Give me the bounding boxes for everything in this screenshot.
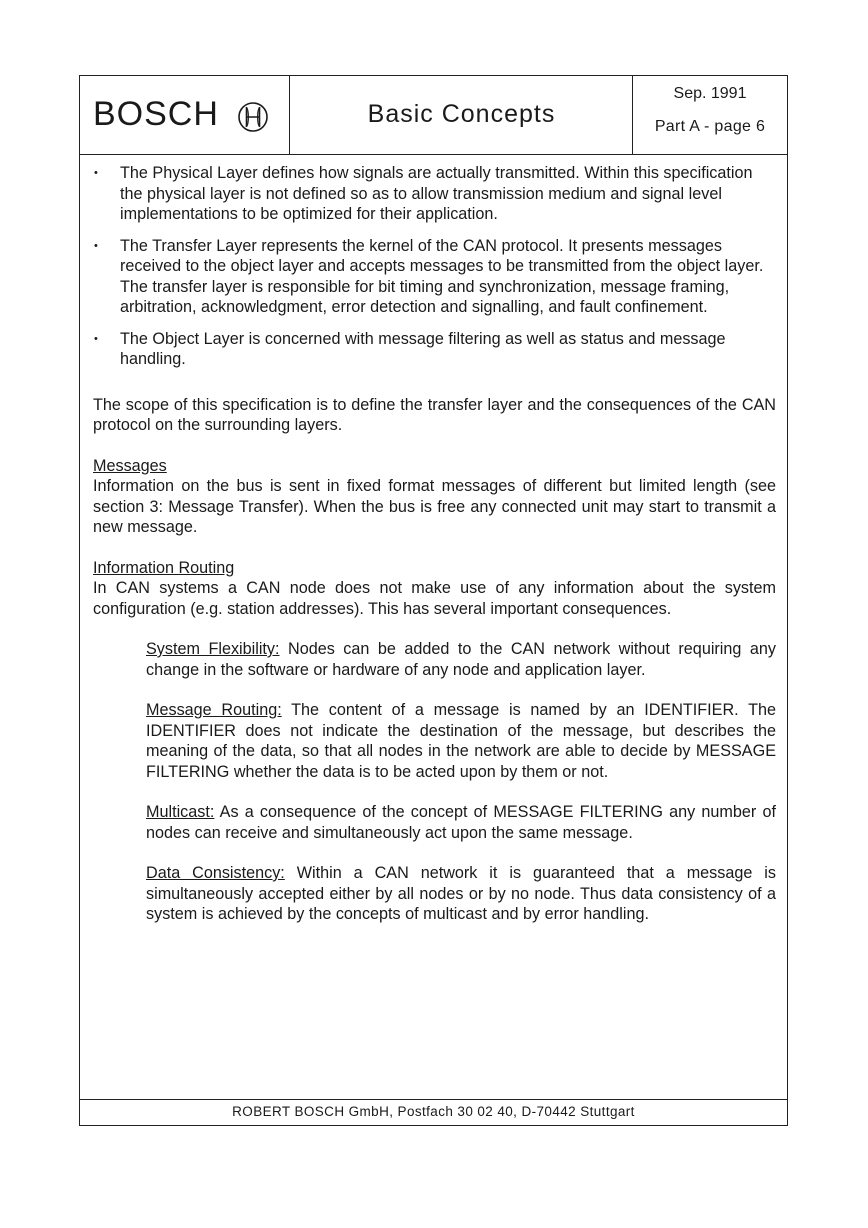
routing-section	[93, 558, 776, 620]
bullet-transfer-layer	[93, 236, 776, 318]
logo-cell	[80, 76, 290, 154]
page-number: Part A - page 6	[654, 118, 766, 135]
bullet-text: The Object Layer is concerned with message filtering as well as status and message handling.	[120, 329, 726, 368]
consequence-data-consistency	[146, 863, 776, 925]
document-date: Sep. 1991	[673, 85, 747, 102]
consequence-text: Nodes can be added to the CAN network without requiring any change in the software or hardware of any node and application layer.	[146, 640, 776, 679]
page-header	[80, 76, 787, 155]
scope-paragraph: The scope of this specification is to define the transfer layer and the consequences of the CAN protocol on the surrounding layers.	[93, 395, 776, 434]
consequence-label: Multicast:	[146, 803, 215, 821]
brand-wordmark: BOSCH	[93, 95, 219, 133]
consequence-label: Data Consistency:	[146, 864, 285, 882]
consequence-label: Message Routing:	[146, 701, 282, 719]
messages-section	[93, 456, 776, 538]
bullet-icon: •	[94, 239, 98, 252]
bullet-text: The Transfer Layer represents the kernel of the CAN protocol. It presents messages received to the object layer and accepts messages to be transmitted from the object layer. The transfer layer is responsible for bit timing and synchronization, message framing, arbitration, acknowledgment, error detection and signalling, and fault confinement.	[120, 236, 764, 316]
bullet-icon: •	[94, 167, 98, 179]
bullet-physical-layer	[93, 163, 776, 225]
bullet-text: The Physical Layer defines how signals are actually transmitted. Within this specification the physical layer is not defined so as to allow transmission medium and signal level implementations to be optimized for their application.	[120, 164, 753, 223]
consequence-multicast	[146, 802, 776, 843]
messages-paragraph: Information on the bus is sent in fixed format messages of different but limited length (see section 3: Message Transfer). When the bus is free any connected unit may start to transmit a new message.	[93, 477, 776, 536]
messages-heading: Messages	[93, 456, 167, 475]
footer-address: ROBERT BOSCH GmbH, Postfach 30 02 40, D-70442 Stuttgart	[232, 1104, 635, 1119]
meta-cell	[633, 76, 787, 154]
page-footer	[80, 1099, 787, 1125]
consequence-message-routing	[146, 700, 776, 782]
title-cell	[290, 76, 633, 154]
bullet-icon: •	[94, 332, 98, 345]
consequence-label: System Flexibility:	[146, 640, 280, 658]
routing-heading: Information Routing	[93, 558, 235, 577]
consequence-system-flexibility	[146, 639, 776, 680]
consequence-text: As a consequence of the concept of MESSAGE FILTERING any number of nodes can receive and simultaneously act upon the same message.	[146, 803, 776, 842]
page-title: Basic Concepts	[367, 100, 556, 128]
page-content	[93, 163, 776, 925]
bullet-object-layer	[93, 329, 776, 370]
layer-bullet-list	[93, 163, 776, 370]
routing-paragraph: In CAN systems a CAN node does not make use of any information about the system configuration (e.g. station addresses). This has several important consequences.	[93, 579, 776, 618]
page-frame	[79, 75, 788, 1126]
consequence-text: Within a CAN network it is guaranteed that a message is simultaneously accepted either by all nodes or by no node. Thus data consistency of a system is achieved by the concepts of multicast and by error handling.	[146, 864, 776, 923]
consequence-text: The content of a message is named by an IDENTIFIER. The IDENTIFIER does not indicate the destination of the message, but describes the meaning of the data, so that all nodes in the network are able to decide by MESSAGE FILTERING whether the data is to be acted upon by them or not.	[146, 701, 776, 781]
bosch-armature-icon	[237, 101, 269, 133]
